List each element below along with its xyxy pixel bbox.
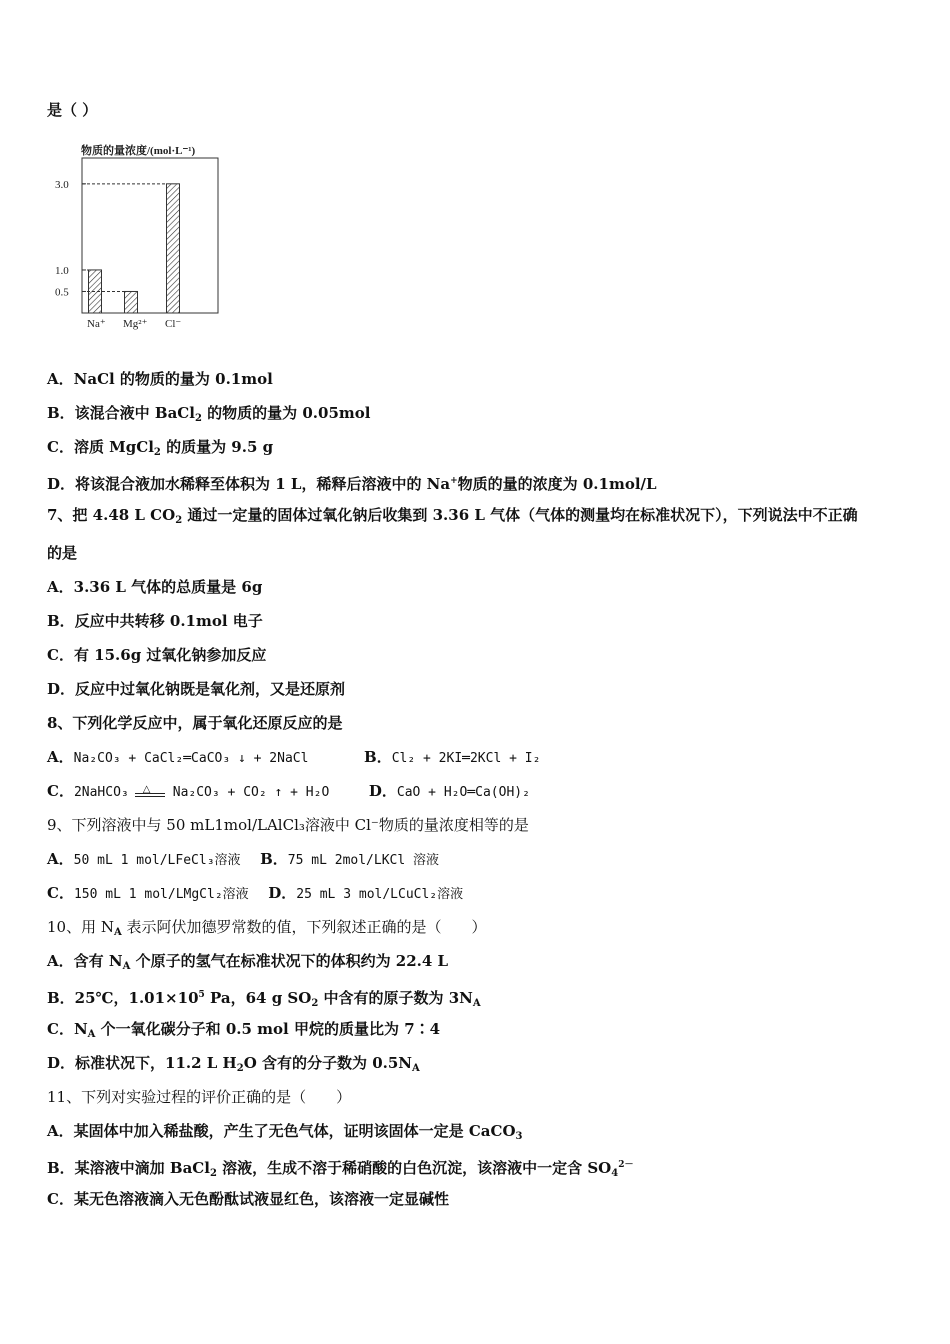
q8-d-label: D． <box>368 782 397 800</box>
q7-option-b: B．反应中共转移 0.1mol 电子 <box>47 612 263 630</box>
q8-a-label: A． <box>47 748 74 766</box>
q9-option-d: 25 mL 3 mol/LCuCl₂溶液 <box>296 887 464 902</box>
x-category-label: Mg²⁺ <box>123 318 148 330</box>
q10-option-c: C．$N_A$ 个一氧化碳分子和 0.5 mol 甲烷的质量比为 7∶4 <box>47 1020 441 1040</box>
q9-options-cd: C．150 mL 1 mol/LMgCl₂溶液 D．25 mL 3 mol/LCuCl₂溶液 <box>47 884 464 902</box>
q9-options-ab: A．50 mL 1 mol/LFeCl₃溶液 B．75 mL 2mol/LKCl 溶液 <box>47 850 440 868</box>
q9-stem: 9、下列溶液中与 50 mL1mol/LAlCl₃溶液中 Cl⁻物质的量浓度相等的是 <box>47 816 529 834</box>
q7-stem: 7、把 4.48 L $CO_2$ 通过一定量的固体过氧化钠后收集到 3.36 L 气体（气体的测量均在标准状况下），下列说法中不正确 <box>47 506 858 526</box>
x-category-label: Cl⁻ <box>165 318 182 330</box>
bar-1 <box>125 291 138 313</box>
q9-option-c: 150 mL 1 mol/LMgCl₂溶液 <box>73 887 249 902</box>
q11-option-a: A．某固体中加入稀盐酸，产生了无色气体，证明该固体一定是 CaCO$_3$ <box>47 1122 523 1142</box>
q10-option-d: D．标准状况下，11.2 L $H_2O$ 含有的分子数为 $0.5N_A$ <box>47 1054 420 1074</box>
concentration-chart <box>45 140 235 340</box>
q9-option-b: 75 mL 2mol/LKCl 溶液 <box>287 853 440 868</box>
q11-stem: 11、下列对实验过程的评价正确的是（ ） <box>47 1088 352 1106</box>
x-category-label: Na⁺ <box>87 318 106 330</box>
q7-option-a: A．3.36 L 气体的总质量是 6g <box>47 578 263 596</box>
q8-options-cd <box>47 781 530 803</box>
question-continuation: 是（ ） <box>47 101 98 119</box>
q11-option-c: C．某无色溶液滴入无色酚酞试液显红色，该溶液一定显碱性 <box>47 1190 449 1208</box>
heat-condition-arrow: △ <box>135 782 167 802</box>
q8-d-equation: CaO + H₂O═Ca(OH)₂ <box>396 785 530 800</box>
q7-option-c: C．有 15.6g 过氧化钠参加反应 <box>47 646 267 664</box>
q8-c-label: C． <box>47 782 74 800</box>
chart-frame <box>82 158 218 313</box>
y-tick-label: 0.5 <box>55 286 69 299</box>
q8-c-right: Na₂CO₃ + CO₂ ↑ + H₂O <box>172 785 330 800</box>
q9-option-a: 50 mL 1 mol/LFeCl₃溶液 <box>73 853 241 868</box>
q6-option-d: D．将该混合液加水稀释至体积为 1 L，稀释后溶液中的 Na+物质的量的浓度为 0.1mol/L <box>47 475 657 493</box>
q8-stem: 8、下列化学反应中，属于氧化还原反应的是 <box>47 714 343 732</box>
q8-a-equation: Na₂CO₃ + CaCl₂═CaCO₃ ↓ + 2NaCl <box>73 751 309 766</box>
chart-title: 物质的量浓度/(mol·L⁻¹) <box>81 145 196 157</box>
q7-stem-cont: 的是 <box>47 544 78 562</box>
q6-option-b: B．该混合液中 BaCl$_2$ 的物质的量为 0.05mol <box>47 404 371 424</box>
q8-c-left: 2NaHCO₃ <box>73 785 129 800</box>
q10-option-a: A．含有 $N_A$ 个原子的氢气在标准状况下的体积约为 22.4 L <box>47 952 449 972</box>
q6-option-a: A．NaCl 的物质的量为 0.1mol <box>47 370 273 388</box>
q8-b-equation: Cl₂ + 2KI═2KCl + I₂ <box>391 751 541 766</box>
y-tick-label: 1.0 <box>55 264 69 277</box>
q7-option-d: D．反应中过氧化钠既是氧化剂，又是还原剂 <box>47 680 346 698</box>
q8-b-label: B． <box>364 748 392 766</box>
q8-options-ab <box>47 747 540 769</box>
y-tick-label: 3.0 <box>55 178 69 191</box>
bar-2 <box>167 184 180 313</box>
q6-option-c: C．溶质 MgCl$_2$ 的质量为 9.5 g <box>47 438 274 458</box>
q10-option-b: B．25℃，$1.01\times 10^5$ Pa，64 g $SO_2$ 中含有的原子数为 $3N_A$ <box>47 989 481 1009</box>
q10-stem: 10、用 $N_A$ 表示阿伏加德罗常数的值，下列叙述正确的是（ ） <box>47 918 487 938</box>
q11-option-b: B．某溶液中滴加 BaCl$_2$ 溶液，生成不溶于稀硝酸的白色沉淀，该溶液中一定含 $SO_4^{2-}$ <box>47 1159 634 1179</box>
